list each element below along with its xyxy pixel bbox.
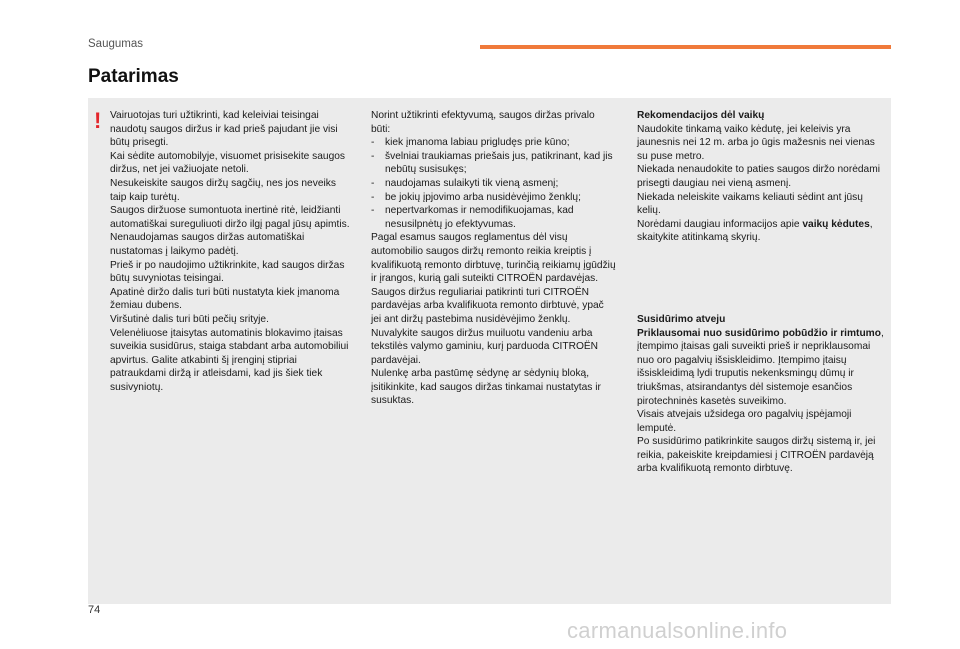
list-item — [371, 136, 616, 150]
paragraph: Vairuotojas turi užtikrinti, kad keleiviai teisingai naudotų saugos diržus ir kad prieš pajudant jie visi būtų prisegti. — [110, 110, 338, 149]
warning-exclamation-icon: ! — [94, 108, 102, 133]
paragraph: Nulenkę arba pastūmę sėdynę ar sėdynių bloką, įsitikinkite, kad saugos diržas tinkamai nustatytas ir susuktas. — [371, 368, 601, 407]
paragraph: Niekada nenaudokite to paties saugos diržo norėdami prisegti daugiau nei vieną asmenį. — [637, 164, 880, 189]
list-item-text: naudojamas sulaikyti tik vieną asmenį; — [385, 177, 559, 189]
list-item-text: nepertvarkomas ir nemodifikuojamas, kad nesusilpnėtų jo efektyvumas. — [385, 205, 574, 230]
watermark: carmanualsonline.info — [567, 618, 788, 643]
reference-text-start: Norėdami daugiau informacijos apie — [637, 218, 803, 230]
list-item — [371, 177, 616, 191]
page-title: Patarimas — [88, 66, 179, 87]
list-item-text: kiek įmanoma labiau prigludęs prie kūno; — [385, 137, 570, 149]
paragraph: Pagal esamus saugos reglamentus dėl visų automobilio saugos diržų remonto reikia kreiptis į kvalifikuotą remonto dirbtuvę, turinčią reikiamų įgūdžių ir įrangos, kurią gali suteikti CITROËN pardavėjas. — [371, 232, 616, 285]
impact-paragraph — [637, 327, 887, 409]
dash-marker: - — [371, 150, 375, 162]
paragraph: Niekada neleiskite vaikams keliauti sėdint ant jūsų kelių. — [637, 191, 863, 217]
dash-marker: - — [371, 137, 375, 149]
impact-text: , įtempimo įtaisas gali suveikti prieš ir nepriklausomai nuo oro pagalvių išsiskleidimo. Įtempimo įtaisų išsiskleidimą lydi truputis nekenksmingų dūmų ir triukšmas, atsirandantys dėl sistemoje esančios pirotechninės kasetės suveikimo. — [637, 327, 884, 407]
paragraph: Prieš ir po naudojimo užtikrinkite, kad saugos diržas būtų suvyniotas teisingai. — [110, 259, 345, 285]
list-item — [371, 191, 616, 205]
paragraph: Naudokite tinkamą vaiko kėdutę, jei keleivis yra jaunesnis nei 12 m. arba jo ūgis mažesnis nei vienas su puse metro. — [637, 123, 875, 162]
list-item-text: švelniai traukiamas priešais jus, patikrinant, kad jis nebūtų susisukęs; — [385, 150, 613, 176]
list-item — [371, 204, 616, 231]
paragraph: Saugos diržus reguliariai patikrinti turi CITROËN pardavėjas arba kvalifikuota remonto dirbtuvė, ypač jei ant diržų pastebima nusidėvėjimo ženklų. — [371, 286, 604, 325]
paragraph: Saugos diržuose sumontuota inertinė ritė, leidžianti automatiškai sureguliuoti diržo ilgį pagal jūsų apimtis. Nenaudojamas saugos diržas automatiškai nustatomas į laikymo padėtį. — [110, 205, 350, 257]
page-number: 74 — [88, 604, 101, 616]
paragraph: Viršutinė dalis turi būti pečių srityje. — [110, 313, 269, 325]
impact-heading: Susidūrimo atveju — [637, 313, 726, 325]
paragraph: Apatinė diržo dalis turi būti nustatyta kiek įmanoma žemiau dubens. — [110, 286, 340, 312]
children-heading: Rekomendacijos dėl vaikų — [637, 110, 765, 121]
column-safety-instructions — [110, 109, 355, 394]
section-accent-bar — [480, 45, 891, 49]
section-label: Saugumas — [88, 38, 143, 50]
paragraph: Po susidūrimo patikrinkite saugos diržų sistemą ir, jei reikia, pakeiskite kreipdamiesi į CITROËN pardavėją arba kvalifikuotą remonto dirbtuvę. — [637, 436, 876, 475]
dash-marker: - — [371, 177, 375, 189]
intro-paragraph: Norint užtikrinti efektyvumą, saugos diržas privalo būti: — [371, 110, 595, 135]
dash-marker: - — [371, 191, 375, 203]
paragraph: Visais atvejais užsidega oro pagalvių įspėjamoji lemputė. — [637, 409, 852, 434]
paragraph: Kai sėdite automobilyje, visuomet prisisekite saugos diržus, net jei važiuojate netoli. — [110, 150, 345, 176]
paragraph: Velenėliuose įtaisytas automatinis blokavimo įtaisas suveikia susidūrus, staiga stabdant arba automobiliui apvirtus. Galite atkabinti šį įrenginį stipriai patraukdami diržą ir atleisdami, kad jis šiek tiek susivyniotų. — [110, 327, 349, 393]
child-seat-reference — [637, 218, 887, 245]
impact-bold-lead: Priklausomai nuo susidūrimo pobūdžio ir rimtumo — [637, 327, 881, 339]
child-seats-link-text: vaikų kėdutes — [802, 218, 870, 230]
column-children-and-impact — [637, 109, 887, 476]
reference-text-end: , skaitykite atitinkamą skyrių. — [637, 218, 873, 244]
paragraph: Nesukeiskite saugos diržų sagčių, nes jos neveiks taip kaip turėtų. — [110, 177, 336, 203]
spacer — [637, 245, 887, 313]
list-item-text: be jokių įpjovimo arba nusidėvėjimo ženklų; — [385, 191, 581, 203]
list-item — [371, 150, 616, 177]
column-belt-requirements — [371, 109, 616, 408]
paragraph: Nuvalykite saugos diržus muiluotu vandeniu arba tekstilės valymo gaminiu, kurį parduoda CITROËN pardavėjai. — [371, 327, 599, 366]
dash-marker: - — [371, 205, 375, 217]
